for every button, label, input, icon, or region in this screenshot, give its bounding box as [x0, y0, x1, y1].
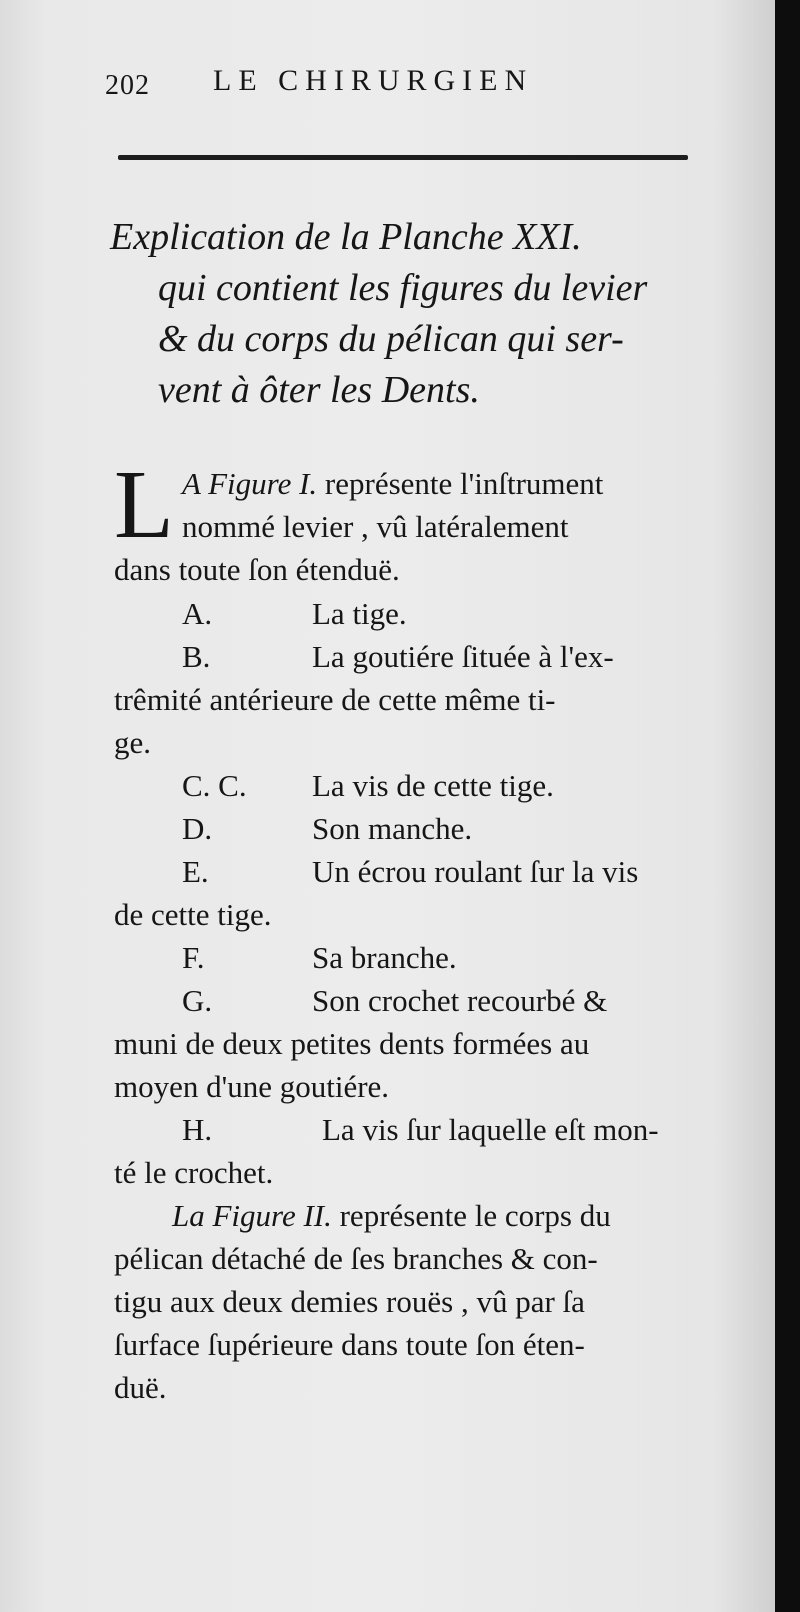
legend-continuation: ge. [114, 725, 152, 760]
scan-edge [775, 0, 800, 1612]
figure2-line [172, 1198, 611, 1234]
figure2-line: duë. [114, 1370, 167, 1405]
title-line: vent à ôter les Dents. [158, 369, 480, 411]
figure-ref: A Figure I. [182, 466, 318, 501]
legend-letter: B. [182, 639, 211, 674]
page-header [105, 64, 705, 114]
figure2-line: ſurface ſupérieure dans toute ſon éten- [114, 1327, 585, 1362]
legend-letter: G. [182, 983, 213, 1018]
intro-line [182, 466, 603, 502]
title-line: Explication de la Planche XXI. [110, 216, 582, 258]
legend-continuation: de cette tige. [114, 897, 272, 932]
drop-cap: L [114, 451, 174, 559]
figure2-line: tigu aux deux demies rouës , vû par ſa [114, 1284, 585, 1319]
figure2-text: représente le corps du [339, 1198, 611, 1233]
intro-line: nommé levier , vû latéralement [182, 509, 569, 544]
legend-desc: La vis de cette tige. [312, 768, 554, 803]
running-title: LE CHIRURGIEN [213, 64, 534, 97]
title-line: qui contient les figures du levier [158, 267, 648, 309]
legend-letter: C. C. [182, 768, 247, 803]
legend-desc: Son manche. [312, 811, 473, 846]
legend-desc: Un écrou roulant ſur la vis [312, 854, 639, 889]
legend-desc: La tige. [312, 596, 407, 631]
legend-desc: Sa branche. [312, 940, 457, 975]
legend-continuation: moyen d'une goutiére. [114, 1069, 390, 1104]
legend-continuation: muni de deux petites dents formées au [114, 1026, 590, 1061]
legend-letter: F. [182, 940, 205, 975]
title-line: & du corps du pélican qui ser- [158, 318, 624, 360]
intro-line: dans toute ſon étenduë. [114, 552, 400, 587]
legend-continuation: trêmité antérieure de cette même ti- [114, 682, 556, 717]
legend-letter: A. [182, 596, 213, 631]
legend-desc: Son crochet recourbé & [312, 983, 608, 1018]
figure2-line: pélican détaché de ſes branches & con- [114, 1241, 598, 1276]
section-title [110, 212, 710, 416]
legend-letter: E. [182, 854, 209, 889]
legend-letter: D. [182, 811, 213, 846]
legend-desc: La vis ſur laquelle eſt mon- [322, 1112, 659, 1147]
legend-desc: La goutiére ſituée à l'ex- [312, 639, 614, 674]
figure-ref: La Figure II. [172, 1198, 332, 1233]
header-rule [118, 155, 688, 160]
page-number: 202 [105, 70, 150, 101]
intro-text: représente l'inſtrument [324, 466, 604, 501]
legend-letter: H. [182, 1112, 213, 1147]
legend-continuation: té le crochet. [114, 1155, 274, 1190]
